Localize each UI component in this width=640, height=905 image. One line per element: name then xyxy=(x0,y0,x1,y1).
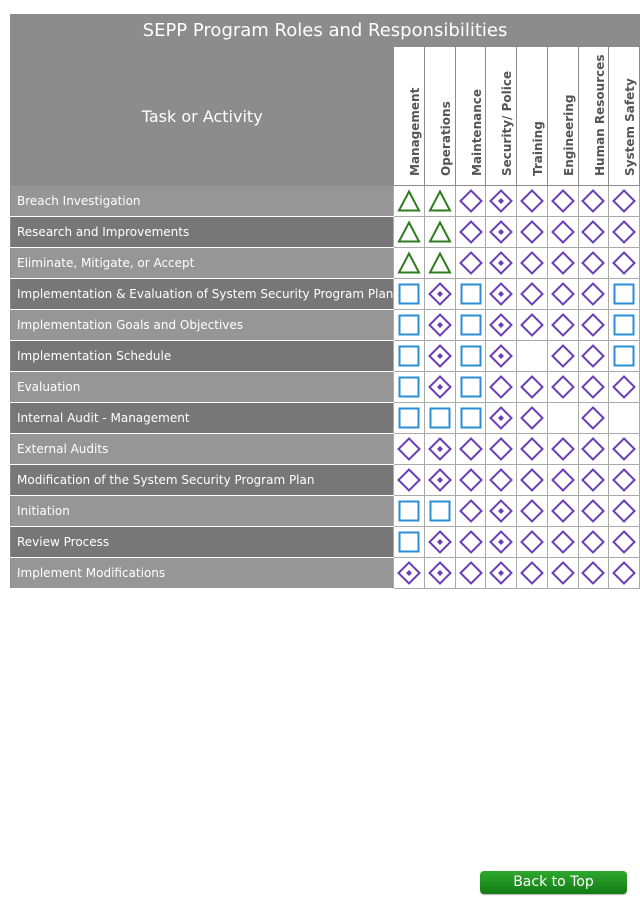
task-label: External Audits xyxy=(11,434,394,465)
square-icon xyxy=(397,406,421,430)
matrix-cell xyxy=(547,248,578,279)
diamond-icon xyxy=(520,220,544,244)
diamond-icon xyxy=(581,282,605,306)
matrix-cell xyxy=(394,279,425,310)
diamond-icon xyxy=(459,220,483,244)
triangle-icon xyxy=(397,220,421,244)
matrix-cell xyxy=(609,496,640,527)
matrix-cell xyxy=(425,403,456,434)
square-icon xyxy=(397,282,421,306)
matrix-cell xyxy=(517,186,548,217)
matrix-cell xyxy=(455,403,486,434)
diamond-dot-icon xyxy=(489,313,513,337)
role-header xyxy=(394,47,425,186)
matrix-cell xyxy=(455,465,486,496)
task-label: Implement Modifications xyxy=(11,558,394,589)
diamond-icon xyxy=(489,468,513,492)
diamond-icon xyxy=(520,468,544,492)
diamond-icon xyxy=(459,499,483,523)
matrix-cell xyxy=(609,372,640,403)
table-row xyxy=(11,496,640,527)
diamond-icon xyxy=(581,313,605,337)
matrix-cell xyxy=(455,310,486,341)
diamond-dot-icon xyxy=(428,282,452,306)
matrix-cell xyxy=(517,217,548,248)
diamond-icon xyxy=(459,189,483,213)
matrix-cell xyxy=(486,558,517,589)
diamond-icon xyxy=(520,499,544,523)
matrix-cell xyxy=(394,217,425,248)
matrix-cell xyxy=(425,465,456,496)
role-header xyxy=(609,47,640,186)
matrix-cell xyxy=(455,248,486,279)
diamond-icon xyxy=(489,437,513,461)
matrix-cell xyxy=(578,372,609,403)
square-icon xyxy=(397,530,421,554)
diamond-icon xyxy=(397,468,421,492)
task-label: Breach Investigation xyxy=(11,186,394,217)
matrix-cell xyxy=(425,341,456,372)
square-icon xyxy=(612,313,636,337)
role-header xyxy=(547,47,578,186)
matrix-cell xyxy=(455,372,486,403)
table-row xyxy=(11,372,640,403)
diamond-icon xyxy=(581,530,605,554)
diamond-icon xyxy=(581,251,605,275)
matrix-cell xyxy=(486,186,517,217)
square-icon xyxy=(459,344,483,368)
matrix-cell xyxy=(455,496,486,527)
matrix-cell xyxy=(455,558,486,589)
matrix-cell xyxy=(578,248,609,279)
matrix-cell xyxy=(578,341,609,372)
diamond-icon xyxy=(459,561,483,585)
matrix-cell xyxy=(425,248,456,279)
table-row xyxy=(11,465,640,496)
matrix-cell xyxy=(547,372,578,403)
diamond-dot-icon xyxy=(428,313,452,337)
diamond-icon xyxy=(459,437,483,461)
diamond-icon xyxy=(459,251,483,275)
matrix-cell xyxy=(547,310,578,341)
task-label: Eliminate, Mitigate, or Accept xyxy=(11,248,394,279)
matrix-cell xyxy=(547,434,578,465)
table-row xyxy=(11,217,640,248)
diamond-icon xyxy=(581,375,605,399)
matrix-cell xyxy=(609,341,640,372)
matrix-cell xyxy=(517,279,548,310)
diamond-icon xyxy=(520,530,544,554)
diamond-icon xyxy=(551,468,575,492)
matrix-cell xyxy=(455,434,486,465)
matrix-cell xyxy=(486,217,517,248)
diamond-dot-icon xyxy=(428,561,452,585)
diamond-icon xyxy=(397,437,421,461)
matrix-cell xyxy=(609,558,640,589)
diamond-icon xyxy=(581,437,605,461)
triangle-icon xyxy=(397,189,421,213)
diamond-icon xyxy=(581,344,605,368)
diamond-icon xyxy=(612,251,636,275)
matrix-cell xyxy=(517,248,548,279)
matrix-cell xyxy=(486,434,517,465)
matrix-cell xyxy=(425,217,456,248)
diamond-icon xyxy=(612,220,636,244)
matrix-cell xyxy=(517,527,548,558)
role-header-label: Management xyxy=(408,87,423,176)
matrix-cell xyxy=(394,403,425,434)
role-header-label: System Safety xyxy=(623,78,638,176)
diamond-icon xyxy=(612,499,636,523)
diamond-dot-icon xyxy=(489,251,513,275)
matrix-cell xyxy=(486,527,517,558)
matrix-cell xyxy=(578,310,609,341)
matrix-cell xyxy=(609,279,640,310)
diamond-icon xyxy=(612,468,636,492)
diamond-icon xyxy=(551,189,575,213)
diamond-icon xyxy=(489,375,513,399)
diamond-dot-icon xyxy=(428,344,452,368)
diamond-dot-icon xyxy=(397,561,421,585)
table-row xyxy=(11,279,640,310)
table-row xyxy=(11,434,640,465)
role-header-label: Security/ Police xyxy=(500,70,515,176)
role-header-label: Human Resources xyxy=(592,54,607,176)
matrix-cell xyxy=(455,186,486,217)
diamond-icon xyxy=(551,220,575,244)
matrix-cell xyxy=(425,496,456,527)
task-label: Modification of the System Security Program Plan xyxy=(11,465,394,496)
table-row xyxy=(11,558,640,589)
matrix-cell xyxy=(609,310,640,341)
diamond-icon xyxy=(612,375,636,399)
role-header-label: Engineering xyxy=(561,94,576,176)
matrix-cell xyxy=(609,434,640,465)
matrix-cell xyxy=(394,558,425,589)
matrix-cell xyxy=(578,403,609,434)
diamond-icon xyxy=(581,189,605,213)
diamond-icon xyxy=(551,561,575,585)
matrix-cell xyxy=(578,558,609,589)
matrix-cell xyxy=(517,558,548,589)
diamond-icon xyxy=(581,468,605,492)
diamond-icon xyxy=(612,437,636,461)
diamond-icon xyxy=(551,344,575,368)
matrix-title: SEPP Program Roles and Responsibilities xyxy=(11,15,640,47)
role-header-label: Training xyxy=(531,121,546,176)
matrix-cell xyxy=(547,341,578,372)
diamond-dot-icon xyxy=(489,561,513,585)
matrix-cell xyxy=(578,279,609,310)
header-row xyxy=(11,47,640,186)
matrix-cell xyxy=(547,465,578,496)
square-icon xyxy=(397,313,421,337)
matrix-cell xyxy=(486,372,517,403)
matrix-cell xyxy=(394,186,425,217)
matrix-cell xyxy=(517,372,548,403)
diamond-icon xyxy=(581,561,605,585)
matrix-cell xyxy=(486,279,517,310)
matrix-cell xyxy=(578,434,609,465)
diamond-icon xyxy=(520,406,544,430)
diamond-icon xyxy=(581,406,605,430)
matrix-cell xyxy=(517,403,548,434)
task-label: Internal Audit - Management xyxy=(11,403,394,434)
task-label: Implementation & Evaluation of System Security Program Plan xyxy=(11,279,394,310)
triangle-icon xyxy=(428,251,452,275)
square-icon xyxy=(459,282,483,306)
task-label: Evaluation xyxy=(11,372,394,403)
diamond-icon xyxy=(612,561,636,585)
matrix-cell xyxy=(486,403,517,434)
matrix-cell xyxy=(547,496,578,527)
square-icon xyxy=(459,406,483,430)
diamond-dot-icon xyxy=(489,189,513,213)
matrix-cell xyxy=(609,465,640,496)
roles-matrix-table xyxy=(10,14,640,589)
diamond-icon xyxy=(551,530,575,554)
task-label: Research and Improvements xyxy=(11,217,394,248)
matrix-cell xyxy=(578,496,609,527)
diamond-icon xyxy=(551,375,575,399)
matrix-cell xyxy=(517,310,548,341)
diamond-dot-icon xyxy=(489,406,513,430)
table-row xyxy=(11,248,640,279)
matrix-cell xyxy=(578,527,609,558)
matrix-cell xyxy=(609,217,640,248)
matrix-cell xyxy=(425,434,456,465)
square-icon xyxy=(397,344,421,368)
diamond-icon xyxy=(520,251,544,275)
diamond-dot-icon xyxy=(428,437,452,461)
matrix-cell xyxy=(486,248,517,279)
triangle-icon xyxy=(428,220,452,244)
back-to-top-button[interactable]: Back to Top xyxy=(480,871,627,894)
diamond-icon xyxy=(520,282,544,306)
table-row xyxy=(11,341,640,372)
matrix-cell xyxy=(609,186,640,217)
matrix-body xyxy=(11,186,640,589)
matrix-cell xyxy=(455,341,486,372)
matrix-cell xyxy=(425,558,456,589)
matrix-cell xyxy=(394,434,425,465)
triangle-icon xyxy=(428,189,452,213)
role-header xyxy=(578,47,609,186)
matrix-cell xyxy=(394,527,425,558)
matrix-cell xyxy=(425,310,456,341)
diamond-dot-icon xyxy=(489,499,513,523)
diamond-dot-icon xyxy=(428,468,452,492)
diamond-icon xyxy=(551,313,575,337)
matrix-cell xyxy=(455,217,486,248)
task-label: Implementation Schedule xyxy=(11,341,394,372)
matrix-cell xyxy=(609,403,640,434)
task-column-header: Task or Activity xyxy=(11,47,394,186)
diamond-icon xyxy=(551,437,575,461)
matrix-cell xyxy=(609,248,640,279)
table-row xyxy=(11,310,640,341)
diamond-icon xyxy=(520,189,544,213)
matrix-cell xyxy=(486,465,517,496)
matrix-cell xyxy=(394,372,425,403)
matrix-cell xyxy=(394,341,425,372)
table-row xyxy=(11,186,640,217)
matrix-cell xyxy=(517,341,548,372)
matrix-cell xyxy=(578,217,609,248)
matrix-cell xyxy=(547,217,578,248)
matrix-cell xyxy=(486,341,517,372)
matrix-cell xyxy=(455,527,486,558)
diamond-icon xyxy=(581,220,605,244)
square-icon xyxy=(459,375,483,399)
matrix-cell xyxy=(578,465,609,496)
role-header xyxy=(486,47,517,186)
matrix-cell xyxy=(425,186,456,217)
matrix-cell xyxy=(547,279,578,310)
role-header xyxy=(425,47,456,186)
square-icon xyxy=(459,313,483,337)
diamond-icon xyxy=(551,499,575,523)
diamond-dot-icon xyxy=(428,375,452,399)
matrix-cell xyxy=(486,496,517,527)
matrix-cell xyxy=(517,434,548,465)
role-header xyxy=(455,47,486,186)
diamond-icon xyxy=(612,530,636,554)
diamond-icon xyxy=(459,530,483,554)
triangle-icon xyxy=(397,251,421,275)
matrix-cell xyxy=(517,465,548,496)
task-label: Review Process xyxy=(11,527,394,558)
matrix-cell xyxy=(547,186,578,217)
diamond-dot-icon xyxy=(489,344,513,368)
matrix-cell xyxy=(394,496,425,527)
matrix-cell xyxy=(394,465,425,496)
matrix-cell xyxy=(455,279,486,310)
square-icon xyxy=(428,499,452,523)
matrix-cell xyxy=(425,372,456,403)
role-header xyxy=(517,47,548,186)
matrix-cell xyxy=(425,527,456,558)
diamond-icon xyxy=(612,189,636,213)
task-label: Implementation Goals and Objectives xyxy=(11,310,394,341)
matrix-cell xyxy=(486,310,517,341)
matrix-cell xyxy=(547,558,578,589)
diamond-dot-icon xyxy=(489,282,513,306)
diamond-icon xyxy=(551,251,575,275)
matrix-cell xyxy=(394,248,425,279)
role-header-label: Maintenance xyxy=(469,88,484,176)
role-header-label: Operations xyxy=(439,101,454,176)
matrix-cell xyxy=(547,403,578,434)
matrix-cell xyxy=(547,527,578,558)
diamond-icon xyxy=(551,282,575,306)
square-icon xyxy=(397,375,421,399)
diamond-icon xyxy=(520,561,544,585)
square-icon xyxy=(397,499,421,523)
diamond-icon xyxy=(520,375,544,399)
task-label: Initiation xyxy=(11,496,394,527)
diamond-icon xyxy=(520,437,544,461)
diamond-icon xyxy=(459,468,483,492)
matrix-cell xyxy=(517,496,548,527)
matrix-cell xyxy=(578,186,609,217)
matrix-cell xyxy=(609,527,640,558)
square-icon xyxy=(612,282,636,306)
matrix-cell xyxy=(425,279,456,310)
square-icon xyxy=(612,344,636,368)
table-row xyxy=(11,403,640,434)
diamond-dot-icon xyxy=(428,530,452,554)
matrix-cell xyxy=(394,310,425,341)
diamond-dot-icon xyxy=(489,220,513,244)
diamond-dot-icon xyxy=(489,530,513,554)
square-icon xyxy=(428,406,452,430)
table-row xyxy=(11,527,640,558)
diamond-icon xyxy=(520,313,544,337)
diamond-icon xyxy=(581,499,605,523)
